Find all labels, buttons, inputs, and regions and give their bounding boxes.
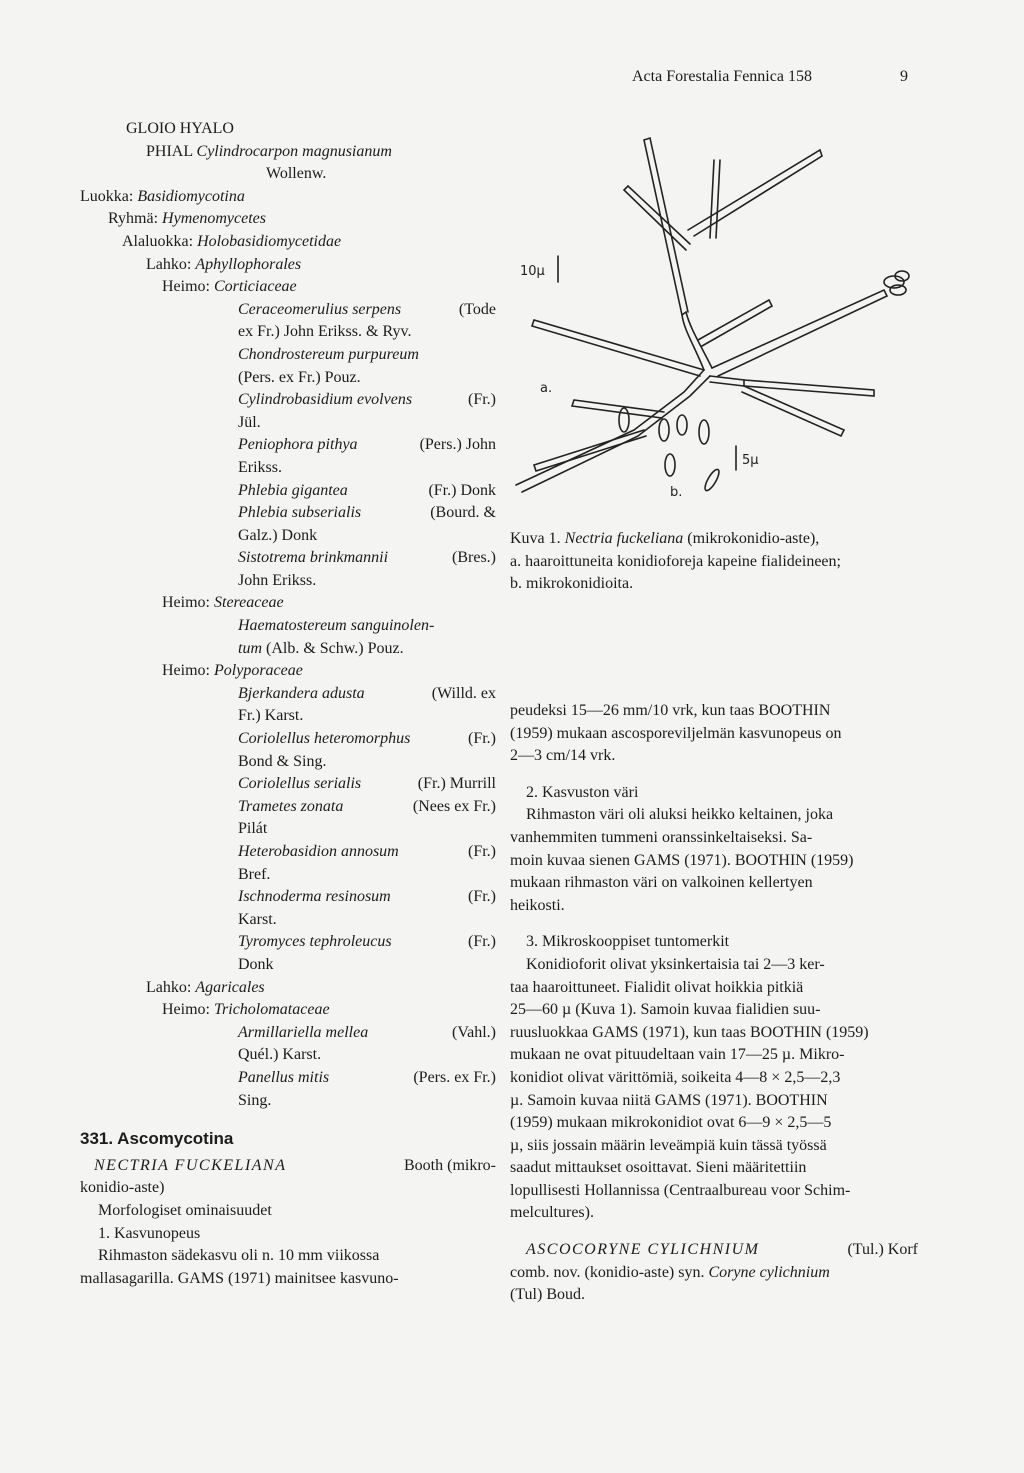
species-line <box>238 412 496 435</box>
body-line: mukaan rihmaston väri on valkoinen kellertyen <box>510 874 813 892</box>
body-line: vanhemmiten tummeni oranssinkeltaiseksi. Sa- <box>510 828 813 846</box>
tax-value: Polyporaceae <box>214 662 303 680</box>
tax-value: Holobasidiomycetidae <box>197 232 342 250</box>
page-number: 9 <box>900 68 908 85</box>
species-author: (Fr.) <box>468 843 496 860</box>
scale-label-b: 5µ <box>742 453 759 468</box>
body-line: (1959) mukaan ascosporeviljelmän kasvunopeus on <box>510 724 842 742</box>
species-line <box>238 705 496 728</box>
tax-label: Lahko: <box>146 255 192 273</box>
species-author: (Fr.) <box>468 888 496 906</box>
caption-species: Nectria fuckeliana <box>564 530 684 547</box>
species-line <box>238 570 496 593</box>
species-author: ex Fr.) John Erikss. & Ryv. <box>238 323 412 341</box>
species-name: Trametes zonata <box>238 797 344 815</box>
tax-heimo-polyporaceae <box>80 660 496 683</box>
species-author: Karst. <box>238 910 277 928</box>
caption-line-2: a. haaroittuneita konidioforeja kapeine fialideineen; <box>510 552 841 570</box>
species-author: (Bres.) <box>452 549 496 567</box>
body-text: comb. nov. (konidio-aste) syn. <box>510 1263 705 1281</box>
tax-label: Ryhmä: <box>108 210 159 228</box>
species-line <box>238 480 496 503</box>
microconidium <box>665 454 675 476</box>
species-line <box>238 841 496 864</box>
tax-label: Alaluokka: <box>122 232 194 250</box>
species-author: Erikss. <box>238 458 282 476</box>
species-author: Pilát <box>238 820 268 838</box>
tax-label: Lahko: <box>146 978 192 996</box>
figure-label-a: a. <box>540 381 553 396</box>
tax-heimo-tricholomataceae <box>80 999 496 1022</box>
species-list-tricholomataceae <box>80 1022 496 1112</box>
phialide <box>532 320 704 376</box>
species-line <box>238 344 496 367</box>
species-author: (Fr.) Murrill <box>417 775 496 793</box>
species-author: (Nees ex Fr.) <box>412 797 496 815</box>
species-line <box>238 367 496 390</box>
body-line: (1959) mukaan mikrokonidiot ovat 6—9 × 2,5—5 <box>510 1114 832 1132</box>
body-line: taa haaroittuneet. Fialidit olivat hoikkia pitkiä <box>510 978 804 996</box>
body-line: ruusluokkaa GAMS (1971), kun taas BOOTHIN (1959) <box>510 1023 869 1041</box>
species-author: (Fr.) Donk <box>428 481 496 499</box>
species-line <box>238 389 496 412</box>
species-line <box>238 818 496 841</box>
microconidium <box>703 468 722 493</box>
color-heading: 2. Kasvuston väri <box>526 783 639 801</box>
species-name: Tyromyces tephroleucus <box>238 933 392 951</box>
phialide <box>716 160 720 238</box>
species-list-stereaceae <box>80 615 496 660</box>
species-name: Bjerkandera adusta <box>238 684 365 702</box>
species-line <box>238 321 496 344</box>
caption-line-1 <box>510 528 918 551</box>
conidium-cluster <box>890 285 906 295</box>
species-line <box>238 638 496 661</box>
species-name: Coriolellus heteromorphus <box>238 730 411 748</box>
body-line: Rihmaston väri oli aluksi heikko keltainen, joka <box>526 806 834 824</box>
phialide <box>710 160 714 238</box>
species-name: Chondrostereum purpureum <box>238 345 419 363</box>
tax-luokka <box>80 186 496 209</box>
phialide <box>682 312 712 370</box>
body-line: µ, siis jossain määrin leveämpiä kuin tässä työssä <box>510 1136 827 1154</box>
body-line: heikosti. <box>510 896 565 914</box>
morph-heading: Morfologiset ominaisuudet <box>98 1201 272 1219</box>
species-name: Coryne cylichnium <box>708 1263 830 1281</box>
right-column-body <box>510 700 918 1307</box>
species-name: Peniophora pithya <box>238 436 358 454</box>
species-line <box>238 931 496 954</box>
species-line <box>238 886 496 909</box>
body-line: lopullisesti Hollannissa (Centraalbureau voor Schim- <box>510 1181 851 1199</box>
tax-value: Stereaceae <box>214 594 284 612</box>
species-line <box>238 299 496 322</box>
species-author: John Erikss. <box>238 571 317 589</box>
species-author: Wollenw. <box>266 165 327 183</box>
species-author: Jül. <box>238 413 261 431</box>
species-name: Cylindrocarpon magnusianum <box>196 142 392 160</box>
body-line: µ. Samoin kuvaa niitä GAMS (1971). BOOTHIN <box>510 1091 828 1109</box>
tax-alaluokka <box>80 231 496 254</box>
section-heading: 331. Ascomycotina <box>80 1129 234 1149</box>
species-line <box>238 434 496 457</box>
tax-value: Tricholomataceae <box>214 1001 330 1019</box>
species-line <box>238 615 496 638</box>
species-line <box>238 728 496 751</box>
species-author: (Fr.) <box>468 933 496 951</box>
phialide <box>742 386 844 436</box>
body-line: Rihmaston sädekasvu oli n. 10 mm viikossa <box>98 1247 380 1265</box>
species-author: Bond & Sing. <box>238 752 327 770</box>
species-author: Bref. <box>238 865 271 883</box>
phialide <box>698 300 772 346</box>
nectria-title-line <box>80 1155 496 1178</box>
tax-value: Aphyllophorales <box>195 255 302 273</box>
species-line <box>238 1067 496 1090</box>
species-name: tum <box>238 639 262 657</box>
species-name: Ischnoderma resinosum <box>238 888 391 906</box>
species-line <box>238 773 496 796</box>
spacer <box>510 917 918 931</box>
species-name: Coriolellus serialis <box>238 775 362 793</box>
nectria-cont: konidio-aste) <box>80 1179 165 1197</box>
tax-ryhma <box>80 208 496 231</box>
species-list-polyporaceae <box>80 683 496 977</box>
tax-heimo-stereaceae <box>80 592 496 615</box>
species-name: Haematostereum sanguinolen- <box>238 617 435 635</box>
species-author: (Tode <box>458 300 496 318</box>
tax-label: Heimo: <box>162 1001 210 1019</box>
species-line <box>238 864 496 887</box>
species-author: Quél.) Karst. <box>238 1046 322 1064</box>
body-line: konidiot olivat värittömiä, soikeita 4—8 × 2,5—2,3 <box>510 1068 841 1086</box>
species-author: (Vahl.) <box>452 1023 496 1041</box>
species-name: Phlebia gigantea <box>238 481 348 499</box>
phialide <box>572 400 664 418</box>
microconidium <box>699 420 709 444</box>
tax-label: Heimo: <box>162 594 210 612</box>
species-author: (Fr.) <box>468 391 496 409</box>
species-author: Booth (mikro- <box>404 1156 496 1174</box>
tax-value: Agaricales <box>195 978 265 996</box>
tax-heimo <box>80 276 496 299</box>
microconidium <box>619 408 629 432</box>
phialide <box>744 380 874 396</box>
tax-label: Heimo: <box>162 278 210 296</box>
species-name: Ceraceomerulius serpens <box>238 300 402 318</box>
species-name: Cylindrobasidium evolvens <box>238 391 413 409</box>
journal-header: Acta Forestalia Fennica 158 <box>632 68 812 85</box>
species-name: Sistotrema brinkmannii <box>238 549 389 567</box>
phialide <box>710 376 744 386</box>
species-title: NECTRIA FUCKELIANA <box>94 1156 287 1174</box>
body-line: melcultures). <box>510 1204 594 1222</box>
spacer <box>510 1225 918 1239</box>
figure-label-b: b. <box>670 485 683 500</box>
species-author: Donk <box>238 955 274 973</box>
tax-label: Heimo: <box>162 662 210 680</box>
species-line <box>238 457 496 480</box>
species-name: Heterobasidion annosum <box>238 843 399 860</box>
species-author: Galz.) Donk <box>238 526 318 544</box>
species-list-corticiaceae <box>80 299 496 593</box>
species-author: (Pers. ex Fr.) <box>413 1068 496 1086</box>
species-line <box>238 683 496 706</box>
species-line <box>238 1090 496 1113</box>
species-name: Panellus mitis <box>238 1068 330 1086</box>
body-line: peudeksi 15—26 mm/10 vrk, kun taas BOOTHIN <box>510 702 831 719</box>
tax-value: Hymenomycetes <box>162 210 266 228</box>
phialide <box>688 150 822 236</box>
body-line: Konidioforit olivat yksinkertaisia tai 2—3 ker- <box>526 955 825 973</box>
body-line: moin kuvaa sienen GAMS (1971). BOOTHIN (1959) <box>510 851 854 869</box>
species-author: (Pers. ex Fr.) Pouz. <box>238 368 361 386</box>
genus-line-1: GLOIO HYALO <box>126 120 234 137</box>
species-line <box>238 547 496 570</box>
species-author: (Alb. & Schw.) Pouz. <box>266 639 404 657</box>
tax-value: Basidiomycotina <box>137 187 245 205</box>
micro-heading: 3. Mikroskooppiset tuntomerkit <box>526 933 730 951</box>
figure-conidiophores <box>514 130 924 510</box>
phialide <box>712 290 887 376</box>
species-author: Fr.) Karst. <box>238 707 304 725</box>
species-title: ASCOCORYNE CYLICHNIUM <box>526 1241 760 1259</box>
species-line <box>238 909 496 932</box>
asco-line-3: (Tul) Boud. <box>510 1286 585 1304</box>
species-author: (Fr.) <box>468 730 496 748</box>
species-author: (Pers.) John <box>419 436 496 454</box>
species-name: Armillariella mellea <box>238 1023 369 1041</box>
tax-lahko-agaricales <box>80 977 496 1000</box>
species-line <box>238 751 496 774</box>
species-author: (Willd. ex <box>431 684 496 702</box>
body-line: mallasagarilla. GAMS (1971) mainitsee kasvuno- <box>80 1269 399 1287</box>
species-name: Phlebia subserialis <box>238 504 362 522</box>
species-author: Sing. <box>238 1091 272 1109</box>
caption-lead: Kuva 1. <box>510 530 561 547</box>
microconidium <box>677 415 687 435</box>
body-line: mukaan ne ovat pituudeltaan vain 17—25 µ. Mikro- <box>510 1046 845 1064</box>
caption-line-3: b. mikrokonidioita. <box>510 575 634 593</box>
tax-value: Corticiaceae <box>214 278 297 296</box>
growth-heading: 1. Kasvunopeus <box>98 1224 201 1242</box>
body-line: 25—60 µ (Kuva 1). Samoin kuvaa fialidien suu- <box>510 1001 821 1019</box>
species-author: (Tul.) Korf <box>847 1241 918 1259</box>
genus-fragment: PHIAL <box>146 142 193 160</box>
body-line: saadut mittaukset osoittavat. Sieni määritettiin <box>510 1159 807 1177</box>
asco-title-line <box>510 1239 918 1262</box>
species-author: (Bourd. & <box>430 504 496 522</box>
microconidium <box>659 419 669 441</box>
scale-label-a: 10µ <box>520 264 545 279</box>
species-line <box>238 1022 496 1045</box>
body-line: 2—3 cm/14 vrk. <box>510 747 616 765</box>
tax-lahko <box>80 254 496 277</box>
species-line <box>238 502 496 525</box>
species-line <box>238 954 496 977</box>
left-column <box>80 118 496 1290</box>
phialide <box>644 138 688 315</box>
figure-caption <box>510 528 918 596</box>
species-line <box>238 1044 496 1067</box>
caption-text: (mikrokonidio-aste), <box>687 530 820 547</box>
phialide <box>624 186 690 250</box>
spacer <box>510 768 918 782</box>
genus-line-2 <box>80 141 496 164</box>
tax-label: Luokka: <box>80 187 134 205</box>
species-line <box>238 525 496 548</box>
species-line <box>238 796 496 819</box>
asco-line-2 <box>510 1262 918 1285</box>
